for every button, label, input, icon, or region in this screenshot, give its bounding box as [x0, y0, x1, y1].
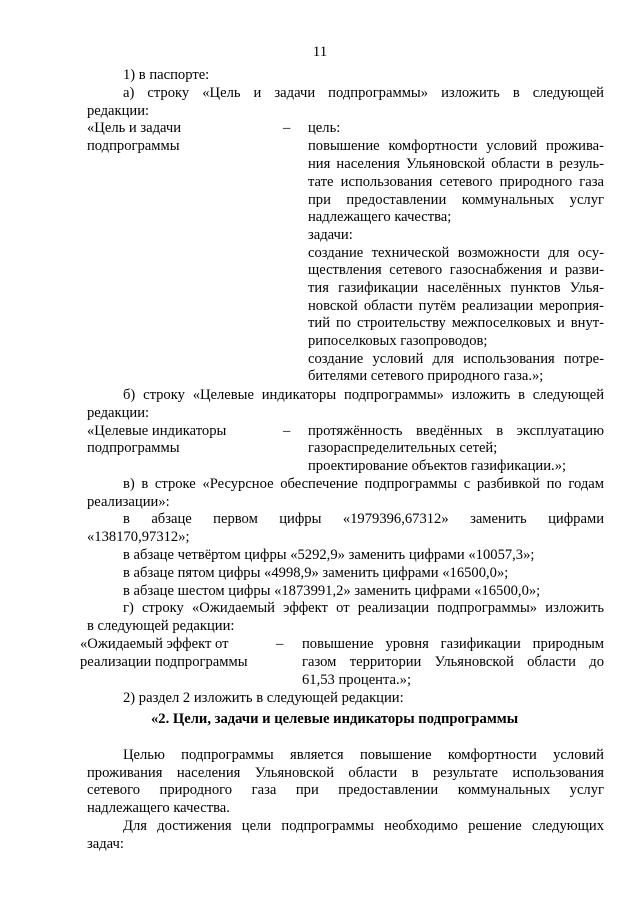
text-line: в абзаце четвёртом цифры «5292,9» заменить цифрами «10057,3»;	[123, 547, 535, 563]
text-line: надлежащего качества.	[87, 800, 230, 816]
text-line: тий по строительству межпоселковых и внут-	[308, 315, 604, 331]
text-line: г) строку «Ожидаемый эффект от реализации подпрограммы» изложить	[123, 600, 604, 616]
text-line: повышение комфортности условий прожива-	[308, 138, 604, 154]
text-line: при предоставлении коммунальных услуг	[308, 192, 604, 208]
text-line: «138170,97312»;	[87, 529, 190, 545]
dash: –	[276, 636, 284, 652]
text-line: газораспределительных сетей;	[308, 440, 498, 456]
text-line: цель:	[308, 120, 341, 136]
passport-label: «Целевые индикаторы	[87, 423, 227, 439]
text-line: проектирование объектов газификации.»;	[308, 458, 567, 474]
dash: –	[283, 423, 291, 439]
text-line: 61,53 процента.»;	[302, 672, 412, 688]
text-line: бителями сетевого природного газа.»;	[308, 368, 544, 384]
passport-label: «Ожидаемый эффект от	[80, 636, 229, 652]
text-line: тия газификации населённых пунктов Улья-	[308, 280, 604, 296]
text-line: задач:	[87, 836, 124, 852]
text-line: ществления сетевого газоснабжения и разви-	[308, 262, 604, 278]
passport-label: реализации подпрограммы	[80, 654, 248, 670]
text-line: в абзаце первом цифры «1979396,67312» заменить цифрами	[123, 511, 604, 527]
page-number: 11	[312, 44, 328, 60]
text-line: задачи:	[308, 227, 353, 243]
text-line: в следующей редакции:	[87, 618, 235, 634]
text-line: ния населения Ульяновской области в резуль-	[308, 156, 604, 172]
text-line: повышение уровня газификации природным	[302, 636, 604, 652]
text-line: новской области путём реализации мероприя-	[308, 298, 604, 314]
passport-label: «Цель и задачи	[87, 120, 182, 136]
text-line: Целью подпрограммы является повышение комфортности условий	[123, 747, 604, 763]
dash: –	[283, 120, 291, 136]
text-line: рипоселковых газопроводов;	[308, 333, 488, 349]
passport-label: подпрограммы	[87, 138, 180, 154]
text-line: создание условий для использования потре-	[308, 351, 604, 367]
text-line: сетевого природного газа при предоставлении коммунальных услуг	[87, 782, 604, 798]
text-line: 1) в паспорте:	[123, 67, 210, 83]
text-line: реализации»:	[87, 494, 170, 510]
text-line: в абзаце пятом цифры «4998,9» заменить цифрами «16500,0»;	[123, 565, 509, 581]
text-line: в абзаце шестом цифры «1873991,2» заменить цифрами «16500,0»;	[123, 583, 541, 599]
text-line: создание технической возможности для осу-	[308, 245, 604, 261]
text-line: газом территории Ульяновской области до	[302, 654, 604, 670]
text-line: протяжённость введённых в эксплуатацию	[308, 423, 604, 439]
text-line: тате использования сетевого природного газа	[308, 174, 604, 190]
text-line: Для достижения цели подпрограммы необходимо решение следующих	[123, 818, 604, 834]
section-heading: «2. Цели, задачи и целевые индикаторы подпрограммы	[151, 711, 519, 727]
text-line: надлежащего качества;	[308, 209, 452, 225]
text-line: редакции:	[87, 405, 150, 421]
text-line: редакции:	[87, 103, 150, 119]
text-line: а) строку «Цель и задачи подпрограммы» изложить в следующей	[123, 85, 604, 101]
text-line: в) в строке «Ресурсное обеспечение подпрограммы с разбивкой по годам	[123, 476, 604, 492]
text-line: проживания населения Ульяновской области в результате использования	[87, 765, 604, 781]
text-line: 2) раздел 2 изложить в следующей редакции:	[123, 690, 404, 706]
passport-label: подпрограммы	[87, 440, 180, 456]
text-line: б) строку «Целевые индикаторы подпрограммы» изложить в следующей	[123, 387, 604, 403]
